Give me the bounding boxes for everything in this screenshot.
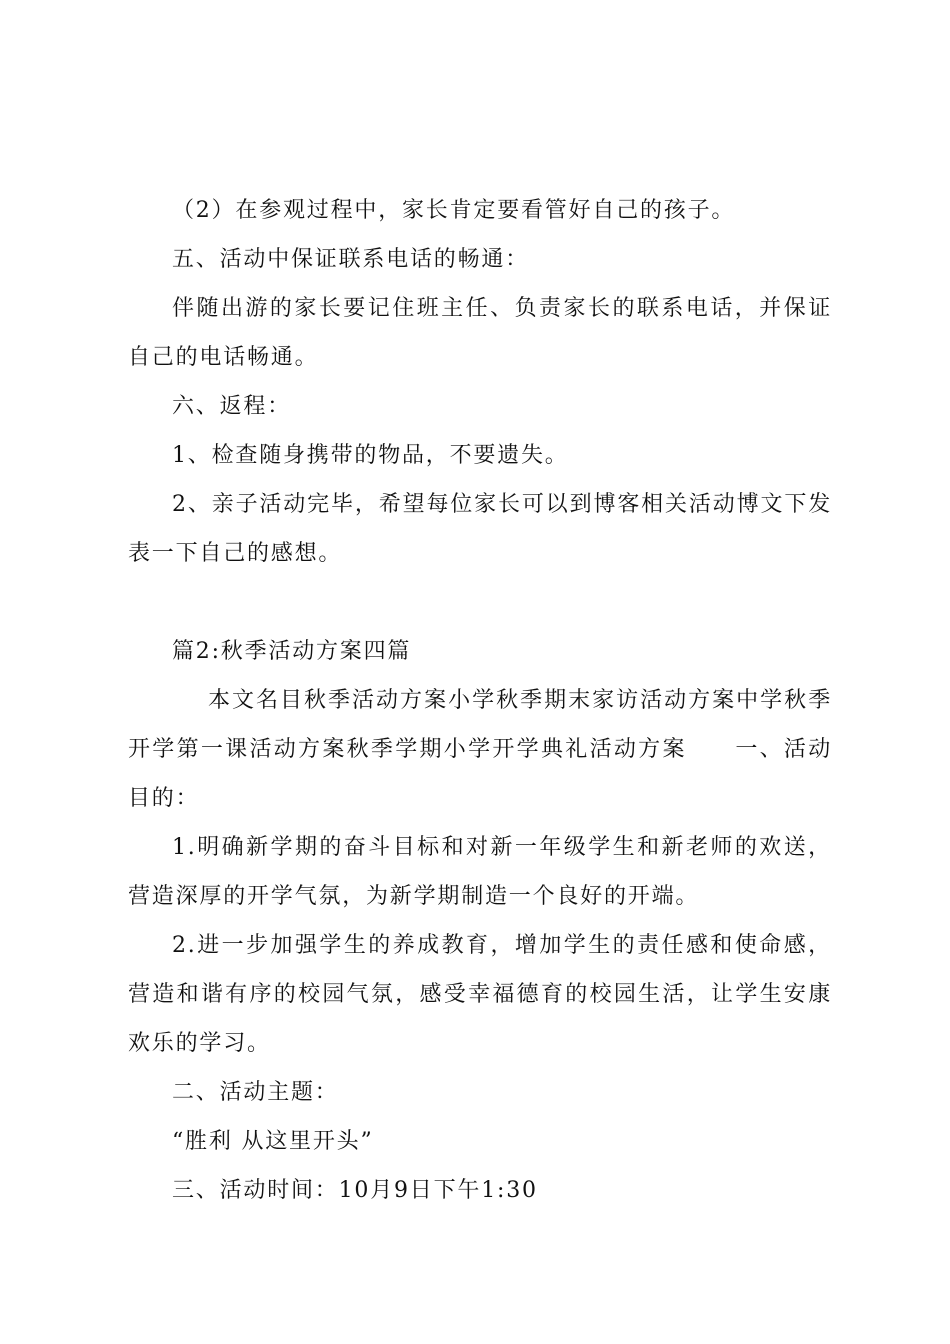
heading-section-six: 六、返程：	[172, 394, 292, 419]
paragraph-goal-1: 1.明确新学期的奋斗目标和对新一年级学生和新老师的欢送，营造深厚的开学气氛，为新学期制造一个良好的开端。	[128, 835, 832, 909]
paragraph-return-item-1: 1、检查随身携带的物品，不要遗失。	[172, 443, 569, 468]
paragraph-return-item-2: 2、亲子活动完毕，希望每位家长可以到博客相关活动博文下发表一下自己的感想。	[128, 492, 832, 566]
heading-section-five: 五、活动中保证联系电话的畅通：	[172, 247, 530, 272]
paragraph-contact-phone: 伴随出游的家长要记住班主任、负责家长的联系电话，并保证自己的电话畅通。	[128, 296, 832, 370]
paragraph-article-contents: 本文名目秋季活动方案小学秋季期末家访活动方案中学秋季开学第一课活动方案秋季学期小学开学典礼活动方案 一、活动目的：	[128, 688, 832, 811]
heading-article-2: 篇2:秋季活动方案四篇	[172, 639, 412, 664]
paragraph-goal-2: 2.进一步加强学生的养成教育，增加学生的责任感和使命感，营造和谐有序的校园气氛，感受幸福德育的校园生活，让学生安康欢乐的学习。	[128, 933, 832, 1056]
heading-activity-theme: 二、活动主题：	[172, 1080, 339, 1105]
heading-activity-time: 三、活动时间：10月9日下午1:30	[172, 1178, 538, 1203]
paragraph-theme-quote: “胜利 从这里开头”	[172, 1129, 374, 1154]
document-body	[128, 186, 832, 1215]
paragraph-visit-notice: （2）在参观过程中，家长肯定要看管好自己的孩子。	[172, 198, 736, 223]
